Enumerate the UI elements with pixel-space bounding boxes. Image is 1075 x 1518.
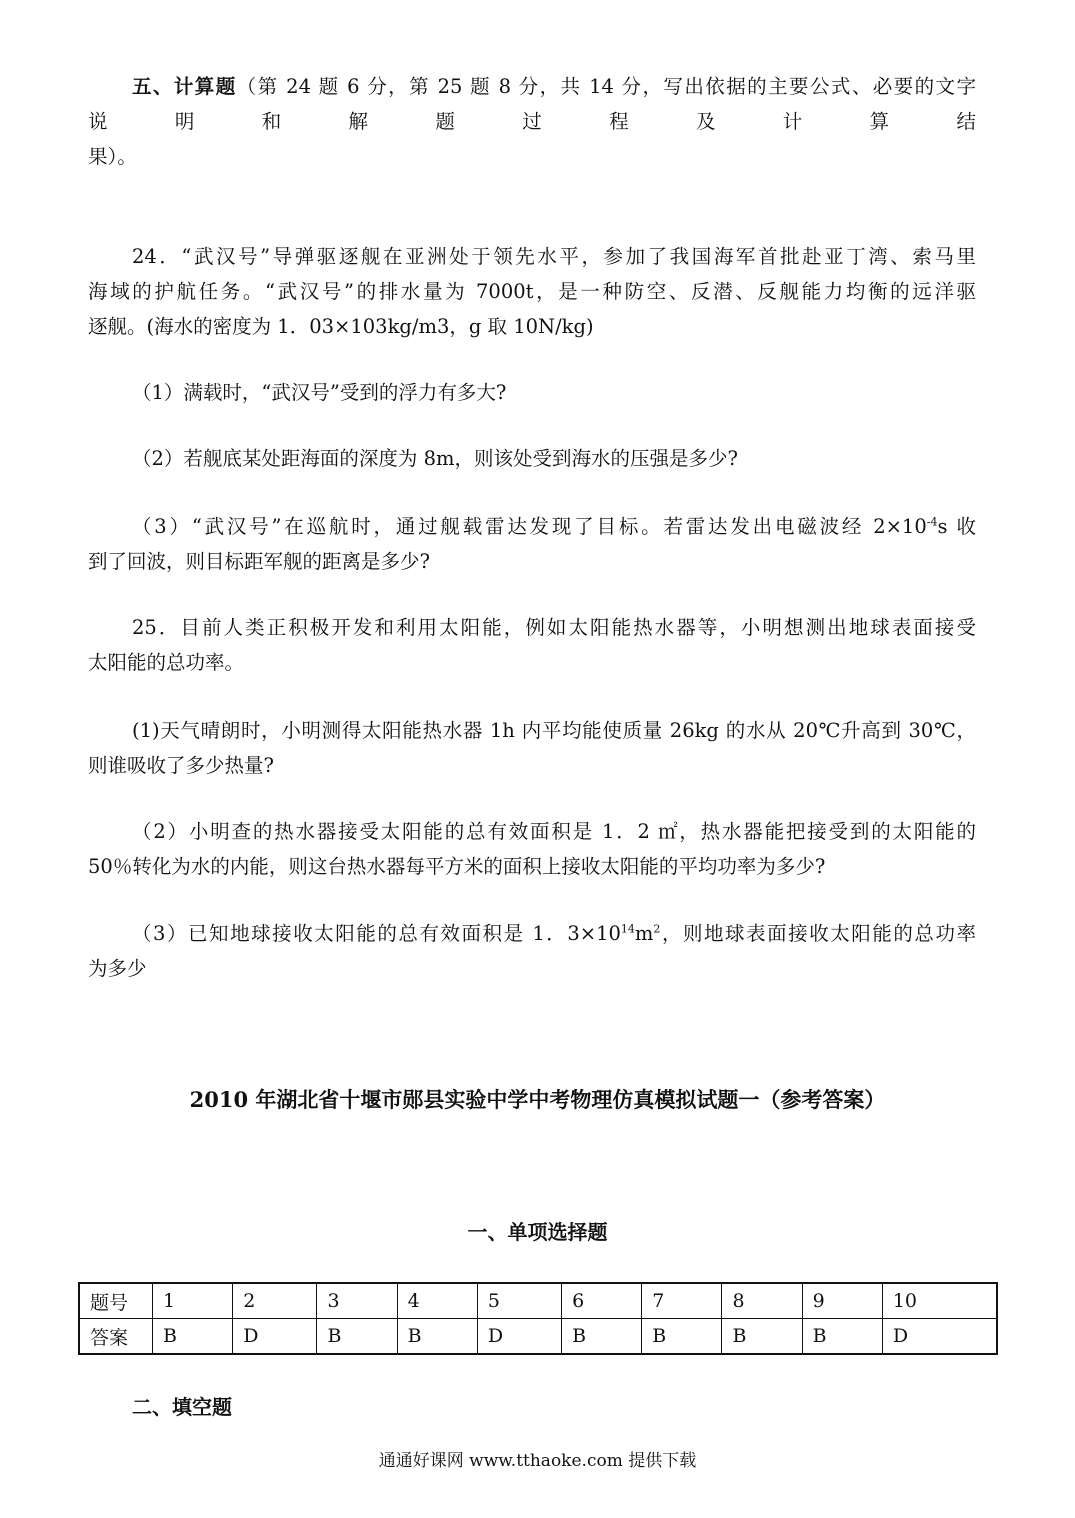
table-cell-answer: B — [802, 1319, 882, 1355]
q25-sub3-line2: 为多少 — [88, 957, 147, 980]
q25-sub3-exponent: 14 — [620, 922, 635, 936]
table-cell-number: 9 — [802, 1283, 882, 1319]
answer-section2-title: 二、填空题 — [132, 1395, 232, 1419]
q24-sub3-line2: 到了回波，则目标距军舰的距离是多少? — [88, 550, 430, 573]
answer-key-title: 2010 年湖北省十堰市郧县实验中学中考物理仿真模拟试题一（参考答案） — [189, 1087, 886, 1112]
q25-sub2-line2: 50％转化为水的内能，则这台热水器每平方米的面积上接收太阳能的平均功率为多少? — [88, 855, 826, 878]
page-footer: 通通好课网 www.tthaoke.com 提供下载 — [378, 1451, 697, 1471]
answer-table-answer-label: 答案 — [79, 1319, 153, 1355]
table-cell-number: 7 — [642, 1283, 722, 1319]
q25-line1: 25．目前人类正积极开发和利用太阳能，例如太阳能热水器等，小明想测出地球表面接受 — [132, 616, 976, 639]
table-cell-answer: D — [882, 1319, 997, 1355]
section5-intro-line1: 五、计算题（第 24 题 6 分，第 25 题 8 分，共 14 分，写出依据的主要公式、必要的文字 — [132, 75, 976, 98]
q25-sub1-line2: 则谁吸收了多少热量? — [88, 754, 274, 777]
answer-table-header-row — [79, 1283, 997, 1319]
table-cell-answer: B — [642, 1319, 722, 1355]
q24-sub2: （2）若舰底某处距海面的深度为 8m，则该处受到海水的压强是多少? — [132, 447, 738, 470]
table-cell-answer: B — [722, 1319, 802, 1355]
answer-section1-title: 一、单项选择题 — [467, 1220, 608, 1244]
q25-sub1-line1: (1)天气晴朗时，小明测得太阳能热水器 1h 内平均能使质量 26kg 的水从 20℃升高到 30℃， — [132, 719, 976, 742]
q25-sub2-line1: （2）小明查的热水器接受太阳能的总有效面积是 1．2 ㎡，热水器能把接受到的太阳能的 — [132, 820, 976, 843]
q25-sub3-line1: （3）已知地球接收太阳能的总有效面积是 1．$3\times 10^{14}m^2$，则地球表面接收太阳能的总功率 — [132, 922, 976, 945]
table-cell-answer: B — [397, 1319, 477, 1355]
q24-sub1: （1）满载时，“武汉号”受到的浮力有多大? — [132, 381, 507, 404]
q24-sub3-exponent: -4 — [926, 515, 938, 529]
table-cell-answer: B — [153, 1319, 233, 1355]
table-cell-number: 3 — [317, 1283, 397, 1319]
section5-intro-line2: 说明和解题过程及计算结 — [88, 110, 976, 133]
table-cell-answer: D — [233, 1319, 317, 1355]
section5-intro-line3: 果）。 — [88, 145, 137, 168]
answer-table-answer-row — [79, 1319, 997, 1355]
q25-line2: 太阳能的总功率。 — [88, 651, 245, 674]
table-cell-number: 10 — [882, 1283, 997, 1319]
table-cell-number: 8 — [722, 1283, 802, 1319]
table-cell-number: 4 — [397, 1283, 477, 1319]
answer-table — [78, 1282, 998, 1355]
table-cell-number: 2 — [233, 1283, 317, 1319]
table-cell-answer: D — [477, 1319, 561, 1355]
table-cell-number: 6 — [562, 1283, 642, 1319]
table-cell-answer: B — [317, 1319, 397, 1355]
table-cell-number: 5 — [477, 1283, 561, 1319]
q24-sub3-line1: （3）“武汉号”在巡航时，通过舰载雷达发现了目标。若雷达发出电磁波经 $2\times 10^{-4}s$ 收 — [132, 515, 976, 538]
table-cell-answer: B — [562, 1319, 642, 1355]
table-cell-number: 1 — [153, 1283, 233, 1319]
answer-table-header-label: 题号 — [79, 1283, 153, 1319]
q24-line1: 24．“武汉号”导弹驱逐舰在亚洲处于领先水平，参加了我国海军首批赴亚丁湾、索马里 — [132, 245, 976, 268]
q25-sub3-unit-exponent: 2 — [653, 922, 661, 936]
q24-line2: 海域的护航任务。“武汉号”的排水量为 7000t，是一种防空、反潜、反舰能力均衡的远洋驱 — [88, 280, 976, 303]
section5-title: 五、计算题 — [132, 75, 237, 98]
q24-line3: 逐舰。(海水的密度为 1．03×103kg/m3，g 取 10N/kg) — [88, 315, 594, 338]
